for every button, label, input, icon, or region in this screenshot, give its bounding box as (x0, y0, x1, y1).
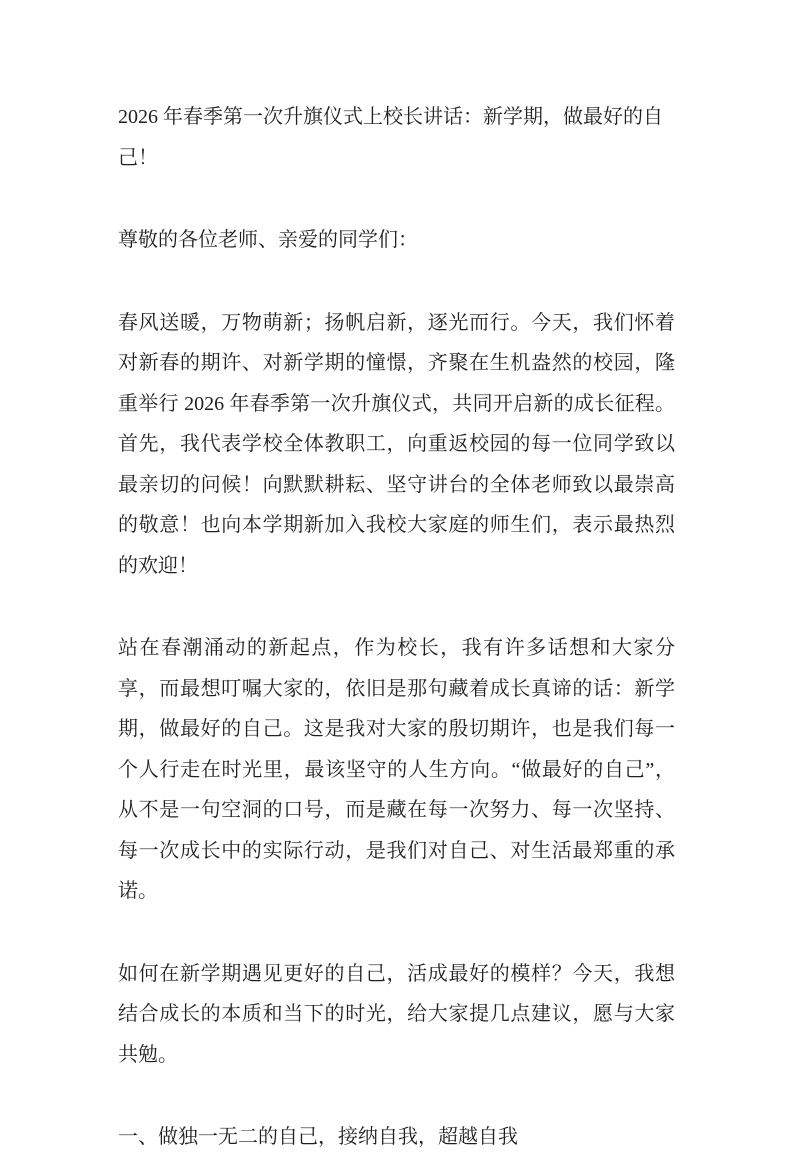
paragraph-transition: 如何在新学期遇见更好的自己，活成最好的模样？今天，我想结合成长的本质和当下的时光，给大家提几点建议，愿与大家共勉。 (118, 962, 675, 1066)
document-title: 2026 年春季第一次升旗仪式上校长讲话：新学期，做最好的自己！ (118, 106, 663, 169)
paragraph-opening: 春风送暖，万物萌新；扬帆启新，逐光而行。今天，我们怀着对新春的期许、对新学期的憧憬，齐聚在生机盎然的校园，隆重举行 2026 年春季第一次升旗仪式，共同开启新的成长征程。首先，我代表学校全体教职工，向重返校园的每一位同学致以最亲切的问候！向默默耕耘、坚守讲台的全体老师致以最崇高的敬意！也向本学期新加入我校大家庭的师生们，表示最热烈的欢迎！ (118, 311, 675, 577)
salutation-line: 尊敬的各位老师、亲爱的同学们： (118, 229, 418, 251)
section-heading-one: 一、做独一无二的自己，接纳自我，超越自我 (118, 1126, 518, 1148)
paragraph-theme: 站在春潮涌动的新起点，作为校长，我有许多话想和大家分享，而最想叮嘱大家的，依旧是那句藏着成长真谛的话：新学期，做最好的自己。这是我对大家的殷切期许，也是我们每一个人行走在时光里，最该坚守的人生方向。“做最好的自己”，从不是一句空洞的口号，而是藏在每一次努力、每一次坚持、每一次成长中的实际行动，是我们对自己、对生活最郑重的承诺。 (118, 637, 675, 902)
